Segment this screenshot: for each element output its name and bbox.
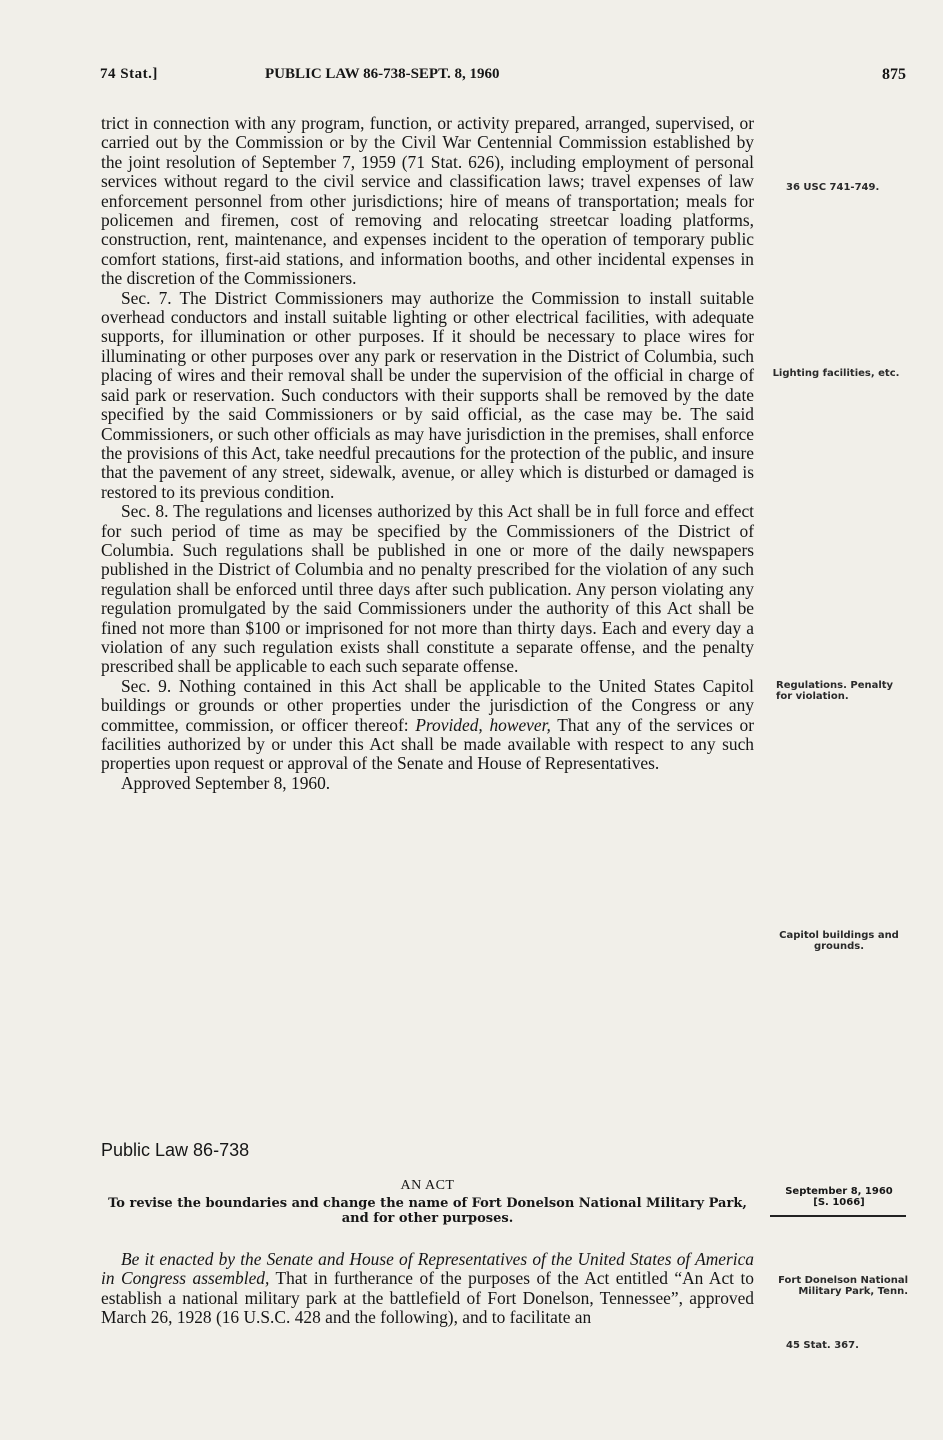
section-9: [101, 677, 754, 774]
enactment-date: [774, 1186, 904, 1208]
act-purpose: To revise the boundaries and change the name of Fort Donelson National Military Park, and for other purposes.: [108, 1196, 747, 1226]
section-7: Sec. 7. The District Commissioners may authorize the Commission to install suitable overhead conductors and install suitable lighting or other electrical facilities, with adequate supports, for illumination or other purposes. If it should be necessary to place wires for illuminating or other purposes over any park or reservation in the District of Columbia, such placing of wires and their removal shall be under the supervision of the official in charge of said park or reservation. Such conductors with their supports shall be removed by the date specified by the said Commissioners or by said official, as the case may be. The said Commissioners, or such other officials as may have jurisdiction in the premises, shall enforce the provisions of this Act, take needful precautions for the protection of the public, and insure that the pavement of any street, sidewalk, avenue, or alley which is disturbed or damaged is restored to its previous condition.: [101, 287, 754, 502]
section-9-text: Sec. 9. Nothing contained in this Act shall be applicable to the United States Capitol buildings or grounds or other properties under the jurisdiction of the Congress or any committee, commission, or officer thereof:: [101, 675, 754, 735]
enacting-paragraph: [101, 1250, 754, 1328]
margin-note-usc: 36 USC 741-749.: [786, 182, 880, 193]
page-number: 875: [882, 66, 906, 83]
margin-note-capitol: Capitol buildings and grounds.: [779, 930, 899, 952]
public-law-number: Public Law 86-738: [101, 1140, 250, 1160]
volume-reference: 74 Stat.]: [100, 66, 158, 82]
margin-note-regulations: Regulations. Penalty for violation.: [776, 680, 894, 702]
date-rule: [770, 1215, 906, 1217]
enactment-date-text: September 8, 1960: [785, 1186, 893, 1197]
enact-body: That in furtherance of the purposes of the Act entitled “An Act to establish a national military park at the battlefield of Fort Donelson, Tennessee”, approved March 26, 1928 (16 U.S.C. 428 and the following), and to facilitate an: [101, 1268, 754, 1328]
paragraph-continued: trict in connection with any program, function, or activity prepared, arranged, supervised, or carried out by the Commission or by the Civil War Centennial Commission established by the joint resolution of September 7, 1959 (71 Stat. 626), including employment of personal services without regard to the civil service and classification laws; travel expenses of law enforcement personnel from other jurisdictions; hire of means of transportation; meals for policemen and firemen, cost of removing and relocating streetcar loading platforms, construction, rent, maintenance, and expenses incident to the operation of temporary public comfort stations, first-aid stations, and information booths, and other incidental expenses in the discretion of the Commissioners.: [101, 113, 754, 289]
enact-text: [101, 1250, 754, 1328]
section-9-text-continued: That any of the services or facilities authorized by or under this Act shall be made available with respect to any such properties upon request or approval of the Senate and House of Representatives.: [101, 714, 754, 774]
enacting-clause: Be it enacted by the Senate and House of Representatives of the United States of America in Congress assembled,: [101, 1249, 754, 1289]
senate-bill-number: [S. 1066]: [813, 1197, 865, 1208]
main-text: [101, 114, 754, 793]
margin-note-fort-donelson: Fort Donelson National Military Park, Tenn.: [778, 1275, 908, 1297]
approval-line: Approved September 8, 1960.: [121, 772, 331, 793]
running-title: PUBLIC LAW 86-738-SEPT. 8, 1960: [265, 66, 500, 82]
margin-note-lighting: Lighting facilities, etc.: [772, 368, 900, 379]
margin-note-stat: 45 Stat. 367.: [786, 1340, 859, 1351]
an-act-heading: AN ACT: [400, 1178, 455, 1193]
page-header: [100, 66, 906, 90]
section-9-proviso: Provided, however,: [415, 714, 551, 735]
section-8: Sec. 8. The regulations and licenses authorized by this Act shall be in full force and effect for such period of time as may be specified by the Commissioners of the District of Columbia. Such regulations shall be published in one or more of the daily newspapers published in the District of Columbia and no penalty prescribed for the violation of any such regulation shall be enforced until three days after such publication. Any person violating any regulation promulgated by the said Commissioners under the authority of this Act shall be fined not more than $100 or imprisoned for not more than thirty days. Each and every day a violation of any such regulation exists shall constitute a separate offense, and the penalty prescribed shall be applicable to each such separate offense.: [101, 501, 754, 677]
